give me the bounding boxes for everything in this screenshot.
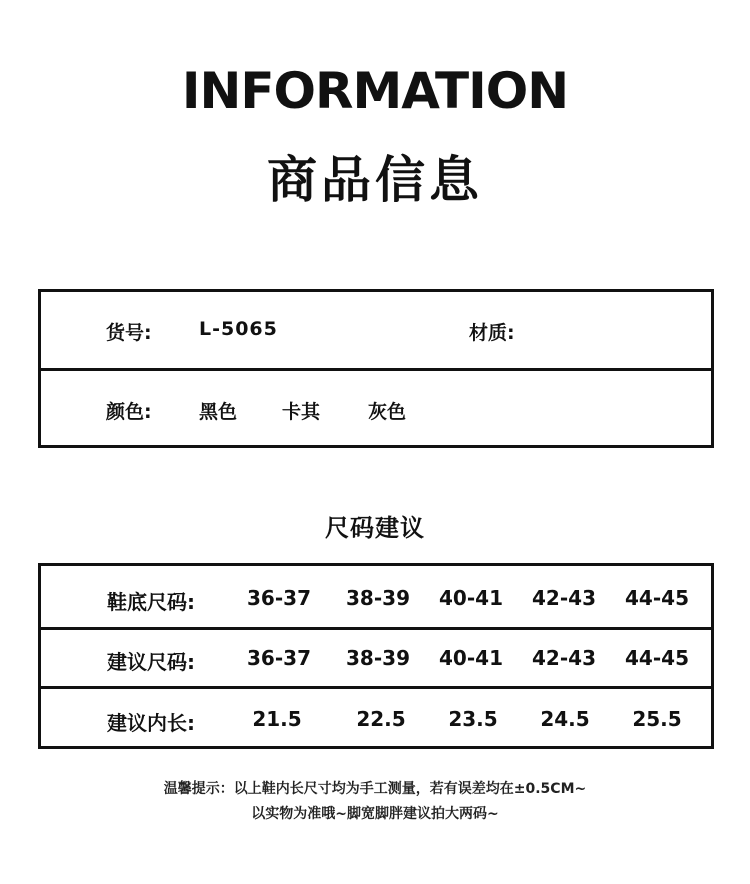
size-cell: 42-43 [532, 586, 596, 610]
size-row-recommended [41, 630, 711, 689]
title-english: INFORMATION [181, 62, 569, 120]
size-cell: 22.5 [356, 707, 406, 731]
size-cell: 36-37 [247, 646, 311, 670]
size-cell: 44-45 [625, 586, 689, 610]
size-cell: 38-39 [346, 646, 410, 670]
size-cell: 38-39 [346, 586, 410, 610]
row-label: 建议内长: [107, 711, 195, 735]
tip-note-line-1: 温馨提示：以上鞋内长尺寸均为手工测量，若有误差均在±0.5CM~ [163, 781, 587, 797]
row-label: 建议尺码: [107, 650, 195, 674]
item-number-label: 货号: [106, 322, 152, 344]
size-cell: 24.5 [540, 707, 590, 731]
size-cell: 36-37 [247, 586, 311, 610]
size-cell: 21.5 [252, 707, 302, 731]
product-info-table [38, 289, 714, 448]
color-option: 黑色 [199, 401, 238, 423]
size-table [38, 563, 714, 749]
material-label: 材质: [469, 322, 515, 344]
size-cell: 42-43 [532, 646, 596, 670]
color-option: 灰色 [368, 401, 407, 423]
color-label: 颜色: [106, 401, 152, 423]
item-number-value: L-5065 [199, 318, 278, 340]
size-cell: 44-45 [625, 646, 689, 670]
tip-note-line-2: 以实物为准哦~脚宽脚胖建议拍大两码~ [251, 806, 499, 822]
size-cell: 40-41 [439, 646, 503, 670]
size-row-sole [41, 566, 711, 630]
size-cell: 23.5 [448, 707, 498, 731]
info-row-colors [41, 371, 711, 445]
title-chinese: 商品信息 [267, 151, 483, 209]
info-row-item-number [41, 292, 711, 371]
row-label: 鞋底尺码: [107, 590, 195, 614]
size-cell: 40-41 [439, 586, 503, 610]
size-row-inner-length [41, 689, 711, 746]
size-cell: 25.5 [632, 707, 682, 731]
color-option: 卡其 [282, 401, 321, 423]
size-section-title: 尺码建议 [325, 514, 425, 542]
